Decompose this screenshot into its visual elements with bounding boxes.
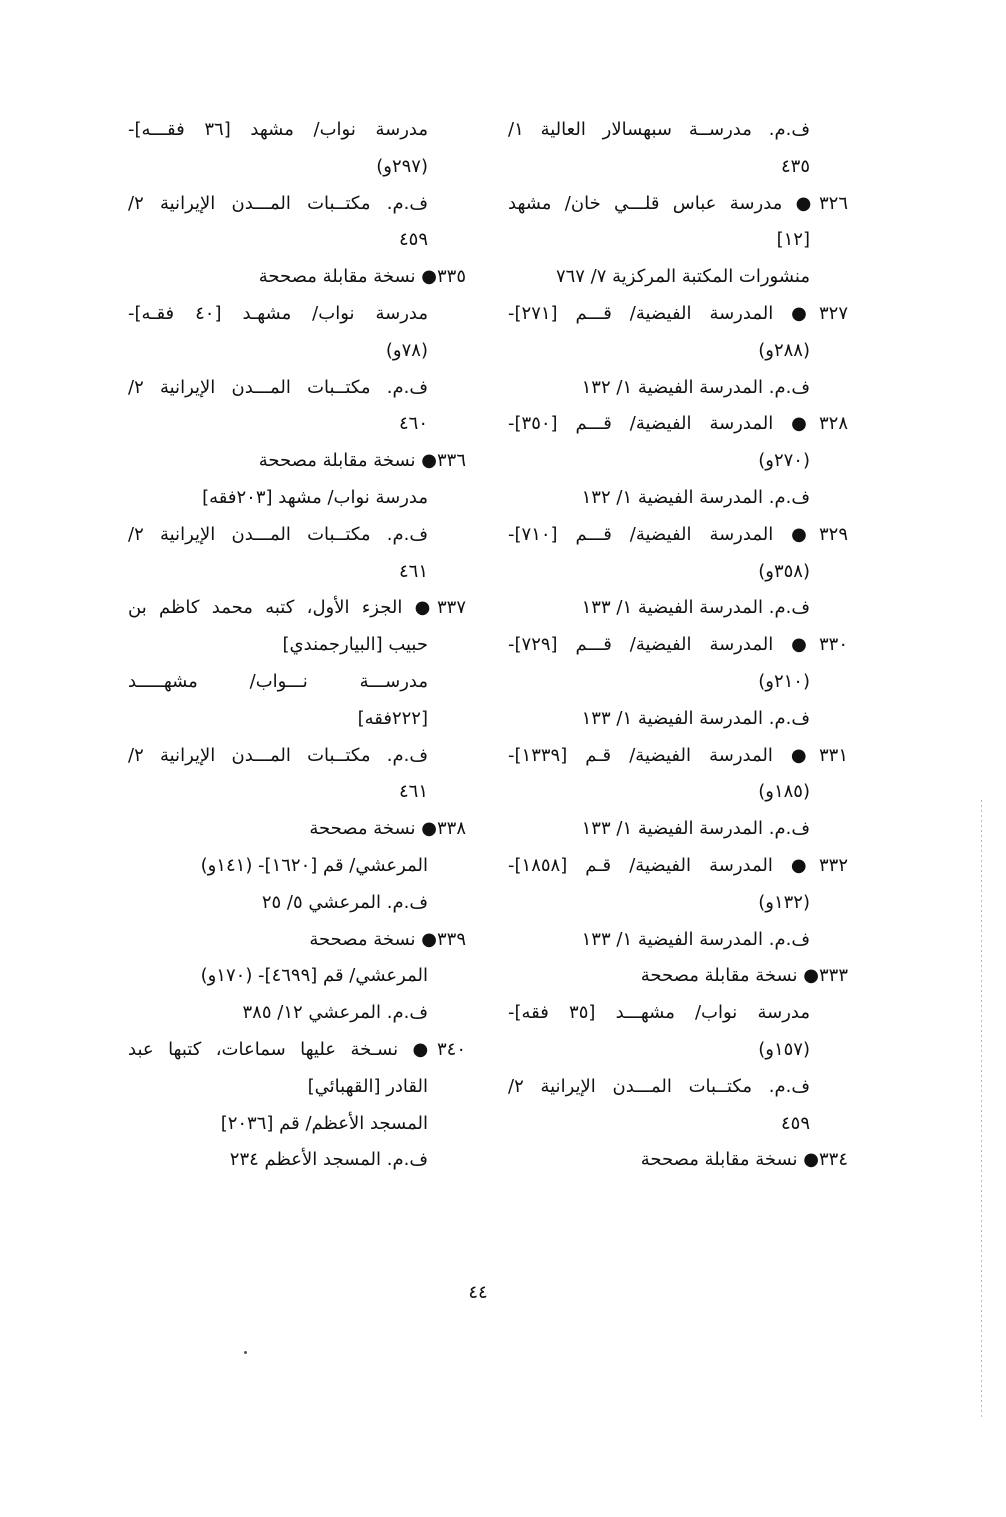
left-column — [128, 112, 466, 1179]
text-line: مدرســـة نـــواب/ مشهـــــد — [128, 670, 428, 692]
text-line: [٢٢٢فقه] — [357, 707, 428, 729]
text-line: ٣٢٩● المدرسة الفيضية/ قـــم [٧١٠]- — [508, 523, 848, 545]
text-line: ٣٣١● المدرسة الفيضية/ قـم [١٣٣٩]- — [508, 744, 848, 766]
text-line: [١٢] — [776, 229, 810, 251]
text-line: المرعشي/ قم [١٦٢٠]- (١٤١و) — [200, 854, 428, 876]
text-line: ف.م. المسجد الأعظم ٢٣٤ — [229, 1149, 428, 1171]
text-line: ٤٦١ — [398, 560, 428, 582]
text-line: ٣٣٥● نسخة مقابلة مصححة — [258, 266, 466, 288]
scan-speck — [244, 1351, 247, 1354]
text-line: (٢٧٠و) — [758, 450, 810, 472]
text-line: (٢٨٨و) — [758, 339, 810, 361]
text-line: ف.م. المدرسة الفيضية ١/ ١٣٢ — [581, 376, 810, 398]
text-line: (٢١٠و) — [758, 670, 810, 692]
text-line: ف.م. المدرسة الفيضية ١/ ١٣٣ — [581, 597, 810, 619]
text-line: (١٣٢و) — [758, 891, 810, 913]
text-line: ٣٣٤● نسخة مقابلة مصححة — [640, 1149, 848, 1171]
page-number: ٤٤ — [468, 1282, 488, 1303]
text-line: ٤٣٥ — [780, 155, 810, 177]
text-line: ٣٣٢● المدرسة الفيضية/ قـم [١٨٥٨]- — [508, 854, 848, 876]
text-line: ٣٣٨● نسخة مصححة — [309, 818, 466, 840]
scan-edge-line — [981, 800, 982, 1420]
right-column — [508, 112, 848, 1179]
text-line: المرعشي/ قم [٤٦٩٩]- (١٧٠و) — [200, 965, 428, 987]
text-line: (٣٥٨و) — [758, 560, 810, 582]
text-line: ف.م. المرعشي ١٢/ ٣٨٥ — [242, 1002, 428, 1024]
text-line: القادر [القهبائي] — [307, 1075, 428, 1097]
text-line: ٣٣٣● نسخة مقابلة مصححة — [640, 965, 848, 987]
text-line: منشورات المكتبة المركزية ٧/ ٧٦٧ — [555, 266, 810, 288]
text-line: (٢٩٧و) — [376, 155, 428, 177]
text-line: ٣٢٧● المدرسة الفيضية/ قـــم [٢٧١]- — [508, 302, 848, 324]
text-line: مدرسة نواب/ مشهـد [٤٠ فقـه]- — [128, 302, 428, 324]
text-line: حبيب [البيارجمندي] — [282, 634, 428, 656]
text-line: ف.م. مدرســة سبهسالار العالية ١/ — [508, 119, 810, 140]
text-line: ٣٢٨● المدرسة الفيضية/ قـــم [٣٥٠]- — [508, 413, 848, 435]
text-line: (١٥٧و) — [758, 1038, 810, 1060]
text-line: مدرسة نواب/ مشهد [٢٠٣فقه] — [202, 486, 428, 508]
text-line: مدرسة نواب/ مشهـــد [٣٥ فقه]- — [508, 1002, 810, 1024]
text-line: المسجد الأعظم/ قم [٢٠٣٦] — [220, 1112, 428, 1134]
text-line: ٤٥٩ — [780, 1112, 810, 1134]
text-line: ف.م. مكتــبات المـــدن الإيرانية ٢/ — [508, 1075, 810, 1097]
text-line: ف.م. المدرسة الفيضية ١/ ١٣٣ — [581, 928, 810, 950]
text-line: ف.م. مكتــبات المـــدن الإيرانية ٢/ — [128, 523, 428, 545]
text-line: ٤٦١ — [398, 781, 428, 803]
text-line: (١٨٥و) — [758, 781, 810, 803]
text-line: ٤٥٩ — [398, 229, 428, 251]
text-line: ٤٦٠ — [398, 413, 428, 435]
text-line: ف.م. مكتــبات المـــدن الإيرانية ٢/ — [128, 192, 428, 214]
text-line: ٣٣٧● الجزء الأول، كتبه محمد كاظم بن — [128, 597, 466, 619]
text-line: مدرسة نواب/ مشهد [٣٦ فقـــه]- — [128, 119, 429, 140]
text-line: ف.م. المدرسة الفيضية ١/ ١٣٢ — [581, 486, 810, 508]
text-line: ف.م. مكتــبات المـــدن الإيرانية ٢/ — [128, 744, 428, 766]
text-line: ٣٢٦● مدرسة عباس قلـــي خان/ مشهد — [508, 192, 848, 214]
text-line: ٣٣٠● المدرسة الفيضية/ قـــم [٧٢٩]- — [508, 634, 848, 656]
text-line: ف.م. مكتــبات المـــدن الإيرانية ٢/ — [128, 376, 428, 398]
text-line: ف.م. المرعشي ٥/ ٢٥ — [261, 891, 428, 913]
text-line: ٣٣٦● نسخة مقابلة مصححة — [258, 450, 466, 472]
text-line: ٣٤٠● نسـخة عليها سماعات، كتبها عبد — [128, 1038, 466, 1060]
text-line: ف.م. المدرسة الفيضية ١/ ١٣٣ — [581, 818, 810, 840]
text-line: (٧٨و) — [385, 339, 428, 361]
text-line: ف.م. المدرسة الفيضية ١/ ١٣٣ — [581, 707, 810, 729]
text-line: ٣٣٩● نسخة مصححة — [309, 928, 466, 950]
